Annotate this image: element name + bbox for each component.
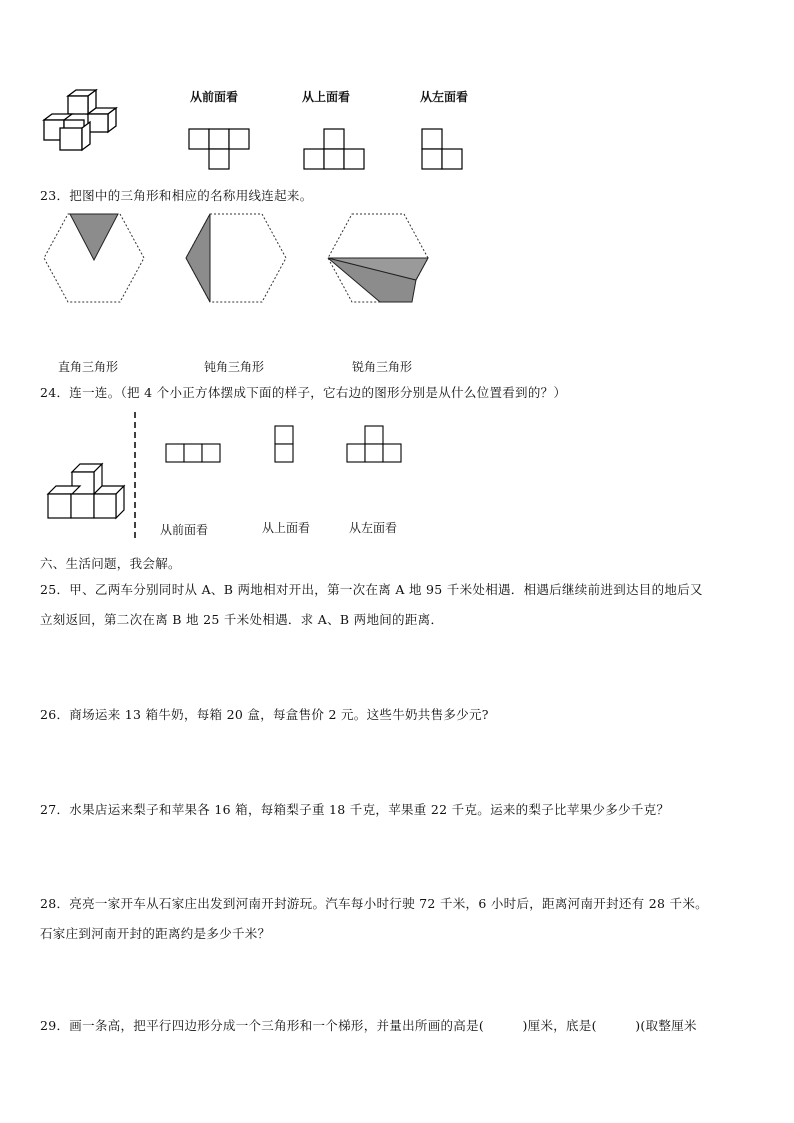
question-29: 29．画一条高，把平行四边形分成一个三角形和一个梯形，并量出所画的高是( )厘米，底是( )(取整厘米	[40, 1018, 697, 1033]
left-view-shape	[421, 128, 465, 174]
label-obtuse-triangle: 钝角三角形	[204, 360, 265, 374]
q24-label-front: 从前面看	[160, 523, 209, 537]
question-24: 24．连一连。（把 4 个小正方体摆成下面的样子，它右边的图形分别是从什么位置看到的？）	[40, 385, 567, 400]
top-view-shape	[303, 128, 367, 174]
front-view-shape	[188, 128, 252, 174]
question-25-line1: 25．甲、乙两车分别同时从 A、B 两地相对开出，第一次在离 A 地 95 千米处相遇．相遇后继续前进到达目的地后又	[40, 582, 703, 597]
q24-label-left: 从左面看	[349, 521, 398, 535]
question-27: 27．水果店运来梨子和苹果各 16 箱，每箱梨子重 18 千克，苹果重 22 千克。运来的梨子比苹果少多少千克？	[40, 802, 670, 817]
question-23: 23．把图中的三角形和相应的名称用线连起来。	[40, 188, 313, 203]
question-25-line2: 立刻返回，第二次在离 B 地 25 千米处相遇．求 A、B 两地间的距离．	[40, 612, 444, 627]
hexagon-2-figure	[184, 212, 292, 304]
label-acute-triangle: 锐角三角形	[352, 360, 413, 374]
hexagon-1-figure	[42, 212, 150, 304]
label-right-triangle: 直角三角形	[58, 360, 119, 374]
hexagon-3-figure	[326, 212, 434, 304]
question-28-line1: 28．亮亮一家开车从石家庄出发到河南开封游玩。汽车每小时行驶 72 千米，6 小时后，距离河南开封还有 28 千米。	[40, 896, 708, 911]
question-28-line2: 石家庄到河南开封的距离约是多少千米？	[40, 926, 271, 941]
q24-view-2-shape	[274, 425, 298, 465]
q24-view-1-shape	[165, 443, 225, 465]
view-label-left: 从左面看	[420, 90, 469, 104]
section-6-heading: 六、生活问题，我会解。	[40, 556, 181, 571]
view-label-front: 从前面看	[190, 90, 239, 104]
q24-label-top: 从上面看	[262, 521, 311, 535]
question-26: 26．商场运来 13 箱牛奶，每箱 20 盒，每盒售价 2 元。这些牛奶共售多少元?	[40, 707, 489, 722]
cube-stack-figure-q24	[44, 458, 136, 522]
view-label-top: 从上面看	[302, 90, 351, 104]
q24-view-3-shape	[346, 425, 406, 465]
divider-dashed-line	[133, 412, 137, 538]
cube-stack-figure-top	[42, 86, 122, 156]
